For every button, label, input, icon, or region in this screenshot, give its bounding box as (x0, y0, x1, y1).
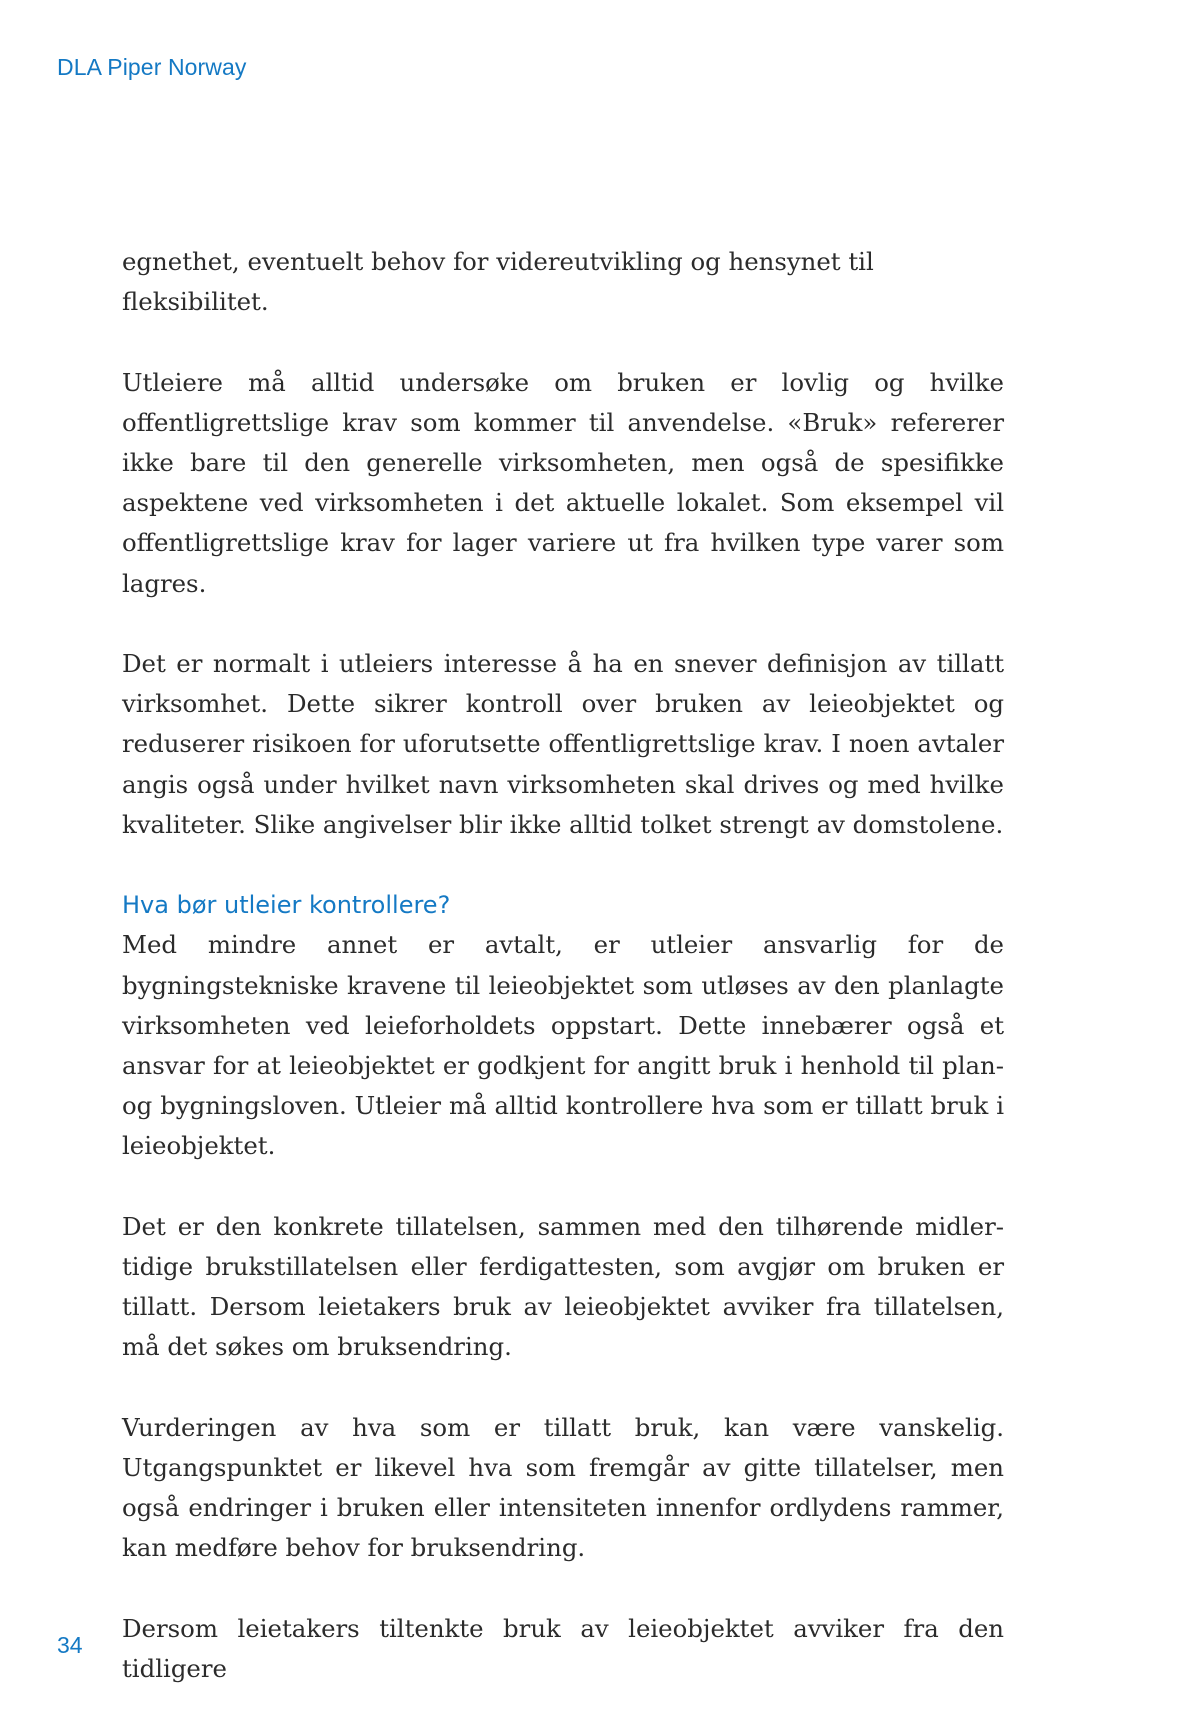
paragraph: Utleiere må alltid undersøke om bruken er lovlig og hvilke offentligrettslige krav som kommer til anvendelse. «Bruk» refererer ikke bare til den generelle virksomheten, men også de spesifikke aspektene ved virksomheten i det aktuelle lokalet. Som eksempel vil offentligrettslige krav for lager variere ut fra hvilken type varer som lagres. (122, 367, 1004, 598)
section-heading: Hva bør utleier kontrollere? (122, 891, 451, 920)
running-header: DLA Piper Norway (57, 54, 247, 80)
paragraph: Dersom leietakers tiltenkte bruk av leieobjektet avviker fra den tidligere (122, 1613, 1004, 1684)
paragraph: Det er normalt i utleiers interesse å ha en snever definisjon av tillatt virksomhet. Dette sikrer kontroll over bruken av leieobjektet og reduserer risikoen for uforutsette offentligrettslige krav. I noen avtaler angis også under hvilket navn virksomheten skal drives og med hvilke kvaliteter. Slike angivelser blir ikke alltid tolket strengt av domstolene. (122, 649, 1004, 839)
page-number: 34 (57, 1632, 83, 1658)
paragraph: Med mindre annet er avtalt, er utleier ansvarlig for de bygningstekniske kravene til leieobjektet som utløses av den planlagte virksomheten ved leieforholdets oppstart. Dette innebærer også et ansvar for at leieobjektet er godkjent for angitt bruk i henhold til plan- og bygningsloven. Utleier må alltid kontrollere hva som er tillatt bruk i leieobjektet. (122, 930, 1004, 1161)
body-text (122, 242, 1004, 1729)
paragraph: egnethet, eventuelt behov for videreutvikling og hensynet til fleksibilitet. (122, 247, 874, 317)
paragraph: Vurderingen av hva som er tillatt bruk, kan være vanskelig. Utgangspunktet er likevel hva som fremgår av gitte tillatelser, men også endringer i bruken eller intensiteten innenfor ordlydens rammer, kan medføre behov for bruksendring. (122, 1412, 1004, 1563)
paragraph: Det er den konkrete tillatelsen, sammen med den tilhørende midlertidige brukstillatelsen eller ferdigattesten, som avgjør om bruken er tillatt. Dersom leietakers bruk av leieobjektet avviker fra tillatelsen, må det søkes om bruksendring. (122, 1211, 1004, 1362)
